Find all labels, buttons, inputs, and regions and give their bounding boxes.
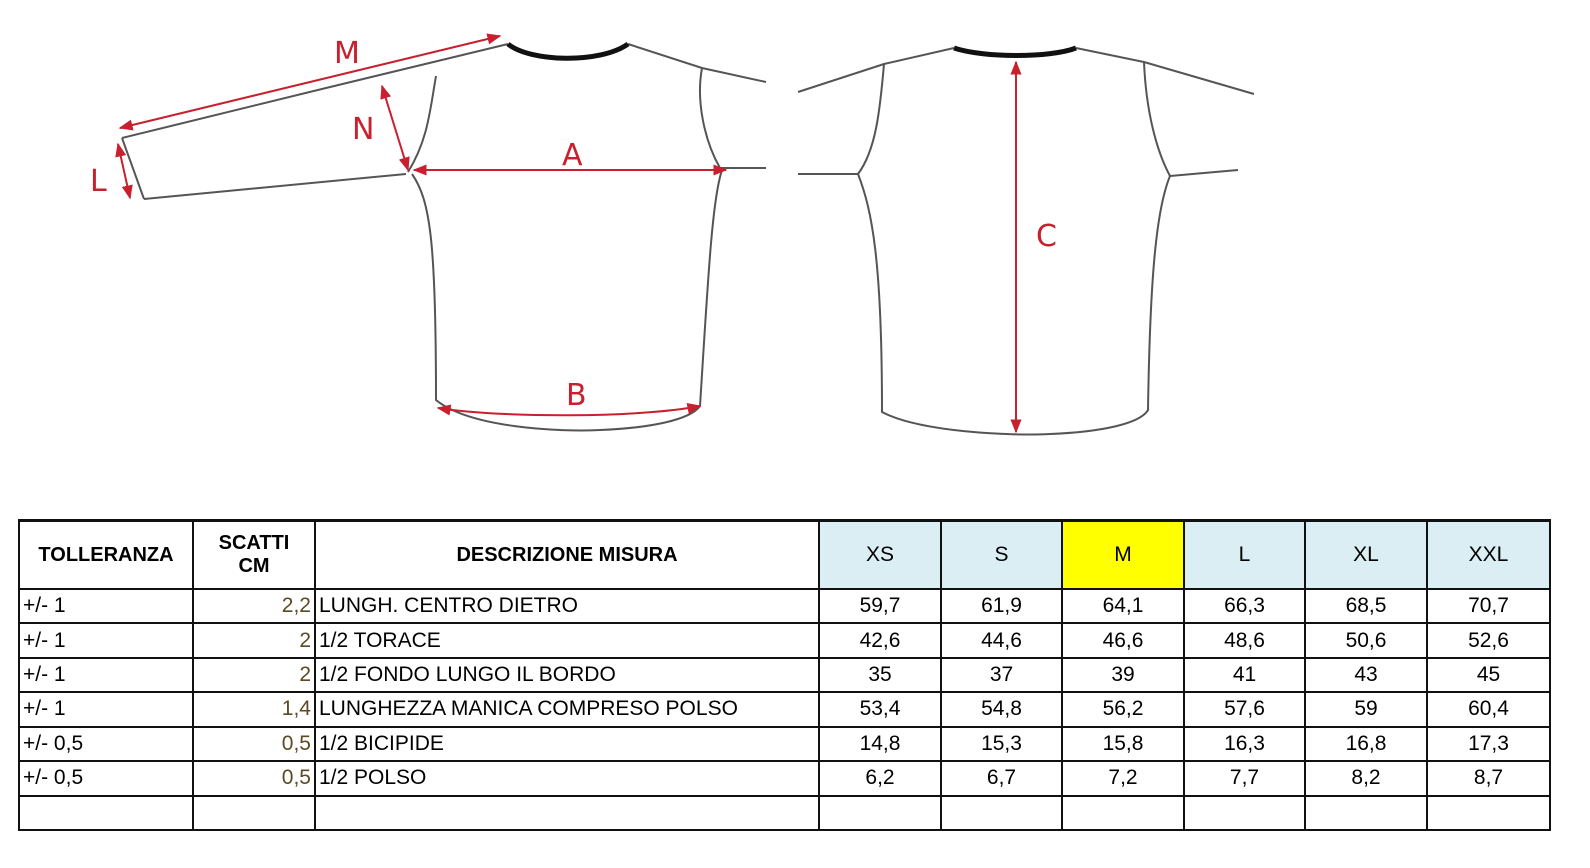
header-size-l: L: [1184, 521, 1305, 590]
label-l: L: [90, 164, 107, 199]
header-size-s: S: [941, 521, 1062, 590]
table-row: [19, 589, 1550, 623]
header-size-xxl: XXL: [1427, 521, 1550, 590]
cell-value-l: [1184, 796, 1305, 830]
cell-value-l: 48,6: [1184, 623, 1305, 657]
cell-description: 1/2 BICIPIDE: [315, 727, 819, 761]
table-row: [19, 692, 1550, 726]
cell-value-m: [1062, 796, 1184, 830]
cell-value-xs: 53,4: [819, 692, 941, 726]
cell-value-m: 15,8: [1062, 727, 1184, 761]
cell-value-s: 54,8: [941, 692, 1062, 726]
table-row: [19, 658, 1550, 692]
cell-step: [193, 796, 315, 830]
header-steps: [193, 521, 315, 590]
cell-value-m: 7,2: [1062, 761, 1184, 795]
table-row: [19, 727, 1550, 761]
label-n: N: [352, 112, 375, 147]
header-steps-line2: CM: [238, 555, 270, 577]
measure-l-line: [118, 144, 130, 198]
cell-value-xs: 14,8: [819, 727, 941, 761]
label-m: M: [334, 36, 360, 71]
cell-value-xs: 59,7: [819, 589, 941, 623]
cell-tolerance: +/- 0,5: [19, 727, 193, 761]
cell-description: [315, 796, 819, 830]
cell-tolerance: +/- 1: [19, 658, 193, 692]
cell-value-xxl: 52,6: [1427, 623, 1550, 657]
measure-n-line: [382, 86, 408, 170]
cell-value-xl: 8,2: [1305, 761, 1427, 795]
cell-step: 1,4: [193, 692, 315, 726]
cell-description: LUNGHEZZA MANICA COMPRESO POLSO: [315, 692, 819, 726]
cell-description: LUNGH. CENTRO DIETRO: [315, 589, 819, 623]
cell-value-m: 46,6: [1062, 623, 1184, 657]
cell-description: 1/2 FONDO LUNGO IL BORDO: [315, 658, 819, 692]
label-c: C: [1036, 219, 1057, 254]
back-collar: [954, 48, 1076, 56]
cell-value-xl: 50,6: [1305, 623, 1427, 657]
header-size-xl: XL: [1305, 521, 1427, 590]
cell-step: 0,5: [193, 727, 315, 761]
header-description: DESCRIZIONE MISURA: [315, 521, 819, 590]
measure-m-line: [120, 36, 500, 128]
table-row: [19, 761, 1550, 795]
header-size-xs: XS: [819, 521, 941, 590]
cell-value-xs: [819, 796, 941, 830]
cell-value-xxl: 45: [1427, 658, 1550, 692]
table-row: [19, 623, 1550, 657]
cell-value-xxl: 70,7: [1427, 589, 1550, 623]
cell-value-xl: 16,8: [1305, 727, 1427, 761]
front-collar: [508, 44, 628, 58]
cell-step: 2,2: [193, 589, 315, 623]
cell-tolerance: +/- 1: [19, 589, 193, 623]
back-view-outline: [798, 48, 1254, 434]
cell-value-s: 44,6: [941, 623, 1062, 657]
label-a: A: [562, 138, 583, 173]
cell-value-xxl: 17,3: [1427, 727, 1550, 761]
cell-value-s: [941, 796, 1062, 830]
cell-value-l: 16,3: [1184, 727, 1305, 761]
header-size-m: M: [1062, 521, 1184, 590]
cell-value-xl: 68,5: [1305, 589, 1427, 623]
cell-value-m: 64,1: [1062, 589, 1184, 623]
size-chart-table: [18, 519, 1551, 831]
cell-step: 2: [193, 623, 315, 657]
cell-value-m: 56,2: [1062, 692, 1184, 726]
cell-value-l: 57,6: [1184, 692, 1305, 726]
cell-value-l: 41: [1184, 658, 1305, 692]
cell-tolerance: +/- 1: [19, 623, 193, 657]
front-view-outline: [122, 44, 766, 430]
cell-value-l: 7,7: [1184, 761, 1305, 795]
cell-tolerance: +/- 0,5: [19, 761, 193, 795]
cell-value-xl: [1305, 796, 1427, 830]
cell-step: 0,5: [193, 761, 315, 795]
cell-value-xl: 43: [1305, 658, 1427, 692]
cell-value-xxl: 60,4: [1427, 692, 1550, 726]
label-b: B: [566, 378, 587, 413]
header-steps-line1: SCATTI: [218, 532, 290, 554]
cell-description: 1/2 POLSO: [315, 761, 819, 795]
cell-value-xl: 59: [1305, 692, 1427, 726]
cell-value-s: 61,9: [941, 589, 1062, 623]
table-row-empty: [19, 796, 1550, 830]
cell-step: 2: [193, 658, 315, 692]
cell-value-l: 66,3: [1184, 589, 1305, 623]
cell-value-xxl: [1427, 796, 1550, 830]
cell-tolerance: +/- 1: [19, 692, 193, 726]
cell-value-s: 6,7: [941, 761, 1062, 795]
cell-value-xxl: 8,7: [1427, 761, 1550, 795]
cell-tolerance: [19, 796, 193, 830]
cell-value-s: 15,3: [941, 727, 1062, 761]
cell-value-m: 39: [1062, 658, 1184, 692]
cell-value-xs: 42,6: [819, 623, 941, 657]
cell-value-s: 37: [941, 658, 1062, 692]
header-tolerance: TOLLERANZA: [19, 521, 193, 590]
cell-value-xs: 6,2: [819, 761, 941, 795]
table-header-row: [19, 521, 1550, 590]
cell-value-xs: 35: [819, 658, 941, 692]
cell-description: 1/2 TORACE: [315, 623, 819, 657]
